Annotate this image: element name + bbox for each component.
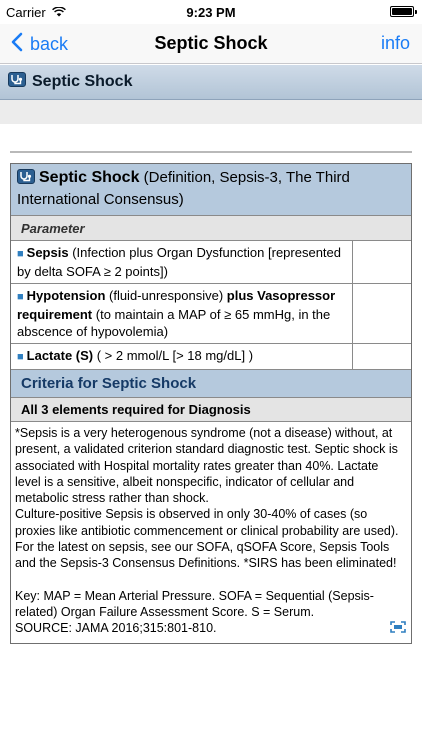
toolbar-band <box>0 100 422 124</box>
parameter-label: Parameter <box>11 215 411 240</box>
criterion-name: Sepsis <box>26 245 69 260</box>
note-gap <box>15 572 407 588</box>
info-button[interactable]: info <box>380 33 410 53</box>
battery-icon <box>390 6 414 17</box>
note-paragraph: *Sepsis is a very heterogenous syndrome (not a disease) without, at present, a validated criterion standard diagnostic test. Septic shock is associated with Hospital mortality rates greater than 40%. Lactate level is a sensitive, albeit nonspecific, indicator of cellular and metabolic stress rather than shock. <box>15 426 398 506</box>
criterion-check-cell[interactable] <box>353 344 411 369</box>
criterion-text <box>11 344 353 369</box>
bullet-icon: ■ <box>17 248 24 260</box>
bullet-icon: ■ <box>17 291 24 303</box>
criterion-detail: ( > 2 mmol/L [> 18 mg/dL] ) <box>93 348 254 363</box>
page-header <box>0 65 422 100</box>
status-time: 9:23 PM <box>186 5 236 20</box>
nav-title: Septic Shock <box>154 33 268 53</box>
note-source: SOURCE: JAMA 2016;315:801-810. <box>15 621 217 636</box>
criterion-detail: (fluid-unresponsive) <box>105 288 227 303</box>
criteria-heading: Criteria for Septic Shock <box>11 369 411 397</box>
bullet-icon: ■ <box>17 351 24 363</box>
criterion-text <box>11 241 353 283</box>
criterion-name-2: plus Vasopressor requirement <box>17 288 336 322</box>
back-label: back <box>30 34 69 54</box>
notes-section <box>11 421 411 643</box>
criterion-detail: (Infection plus Organ Dysfunction [represented by delta SOFA ≥ 2 points]) <box>17 245 342 279</box>
criterion-detail: (to maintain a MAP of ≥ 65 mmHg, in the abscence of hypovolemia) <box>17 307 331 339</box>
expand-icon[interactable] <box>390 621 406 637</box>
criterion-row[interactable] <box>11 283 411 343</box>
criterion-check-cell[interactable] <box>353 241 411 283</box>
criterion-row[interactable] <box>11 240 411 283</box>
criterion-check-cell[interactable] <box>353 284 411 343</box>
nav-bar <box>0 24 422 64</box>
criterion-row[interactable] <box>11 343 411 369</box>
note-paragraph: For the latest on sepsis, see our SOFA, qSOFA Score, Sepsis Tools and the Sepsis-3 Consensus Definitions. *SIRS has been eliminated! <box>15 540 397 571</box>
criterion-text <box>11 284 353 343</box>
requirement-label: All 3 elements required for Diagnosis <box>11 397 411 421</box>
page-header-title: Septic Shock <box>32 73 133 90</box>
card-title: Septic Shock <box>39 169 140 186</box>
status-bar <box>0 0 422 24</box>
stethoscope-icon <box>8 72 26 92</box>
divider <box>10 151 412 153</box>
note-key: Key: MAP = Mean Arterial Pressure. SOFA = Sequential (Sepsis-related) Organ Failure Assessment Score. S = Serum. <box>15 588 374 619</box>
note-paragraph: Culture-positive Sepsis is observed in only 30-40% of cases (so proxies like antibiotic commencement or clinical probability are used). <box>15 507 399 538</box>
stethoscope-icon <box>17 169 35 190</box>
septic-shock-card <box>10 163 412 644</box>
carrier-label: Carrier <box>6 5 46 20</box>
card-title-suffix: (Definition, Sepsis-3, The Third International Consensus) <box>17 169 350 208</box>
card-header <box>11 164 411 215</box>
criterion-name: Hypotension <box>26 288 106 303</box>
criterion-name: Lactate (S) <box>26 348 94 363</box>
